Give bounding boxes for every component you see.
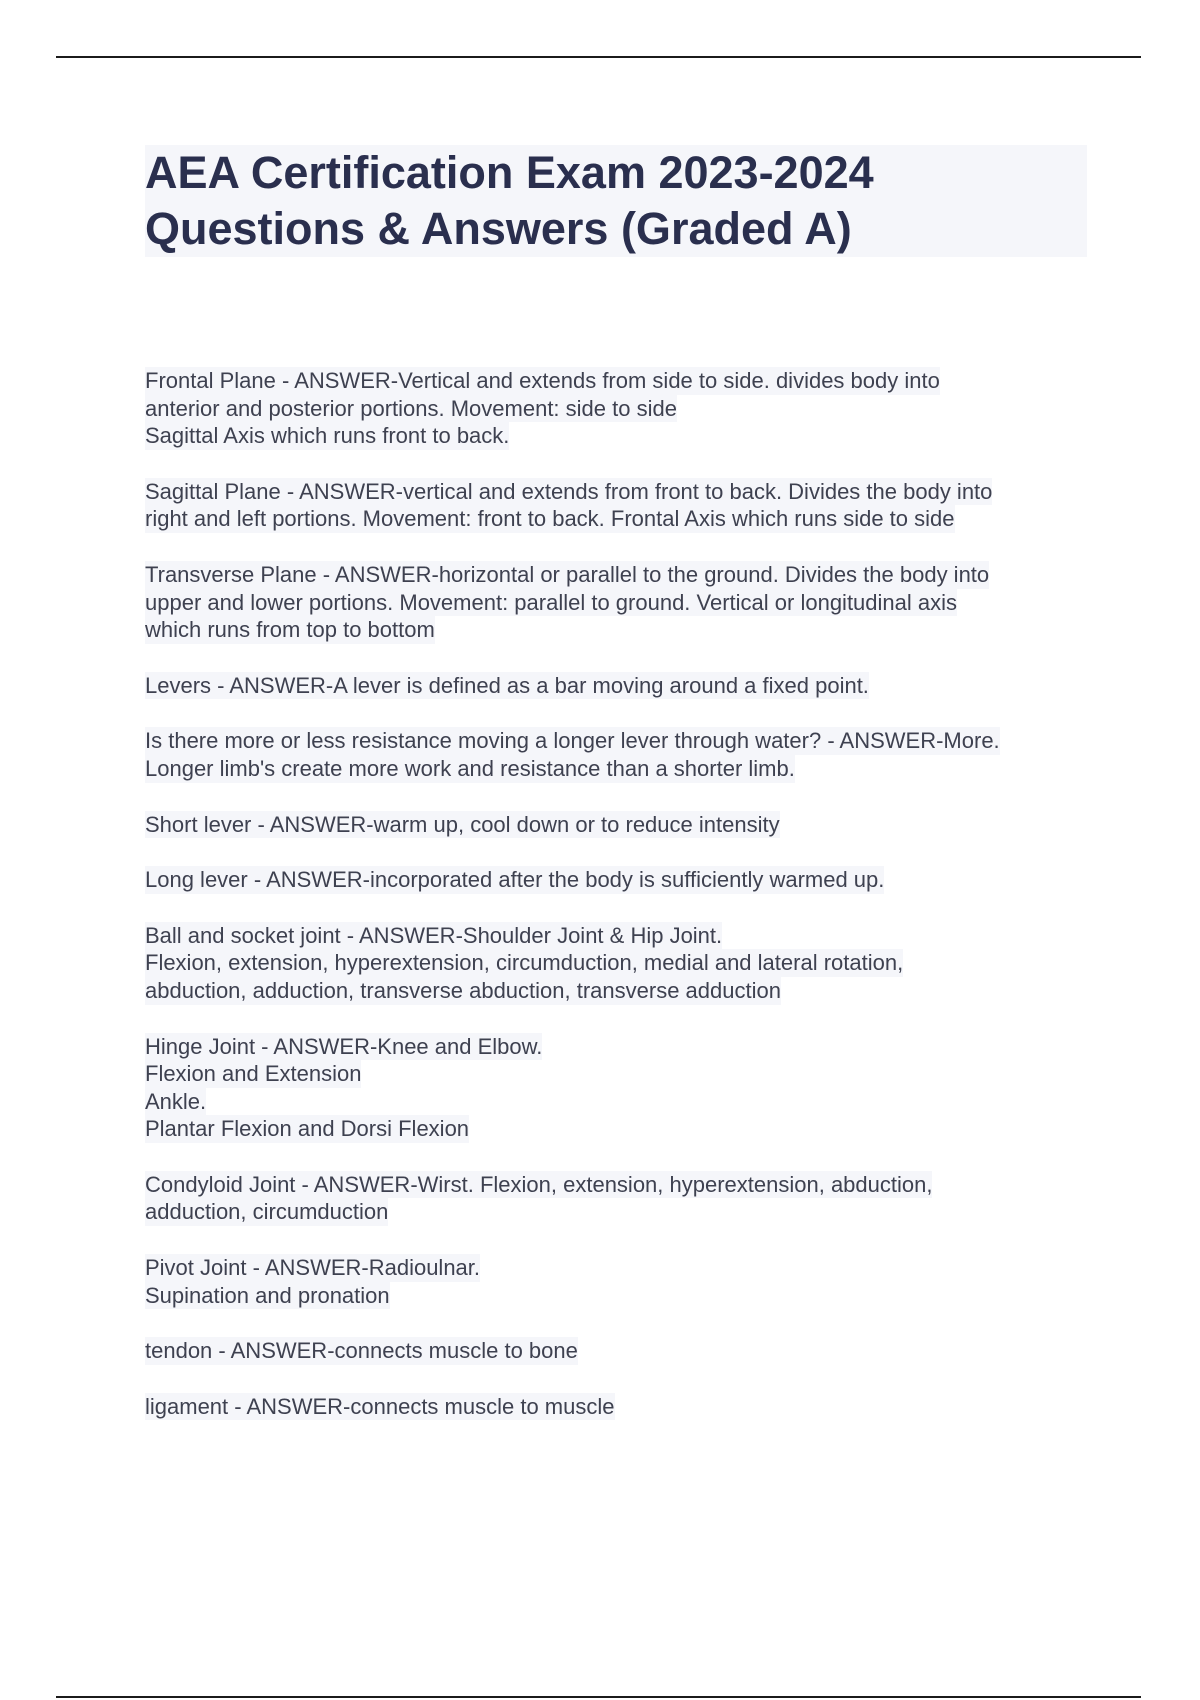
qa-line: upper and lower portions. Movement: parallel to ground. Vertical or longitudinal axis	[145, 589, 958, 615]
qa-list	[145, 367, 1105, 1448]
qa-line: which runs from top to bottom	[145, 617, 435, 643]
title-line: AEA Certification Exam 2023-2024	[145, 147, 874, 198]
qa-line: Ankle.	[145, 1088, 207, 1114]
qa-line: Longer limb's create more work and resistance than a shorter limb.	[145, 755, 795, 781]
qa-item-sagittal-plane	[145, 478, 1105, 533]
qa-line: tendon - ANSWER-connects muscle to bone	[145, 1338, 578, 1364]
qa-line: Flexion and Extension	[145, 1061, 362, 1087]
qa-item-pivot-joint	[145, 1254, 1105, 1309]
qa-line: Long lever - ANSWER-incorporated after the body is sufficiently warmed up.	[145, 867, 885, 893]
title-line: Questions & Answers (Graded A)	[145, 203, 852, 254]
qa-line: Ball and socket joint - ANSWER-Shoulder Joint & Hip Joint.	[145, 922, 723, 948]
qa-line: Transverse Plane - ANSWER-horizontal or parallel to the ground. Divides the body into	[145, 561, 990, 587]
top-rule	[56, 56, 1141, 58]
qa-line: Pivot Joint - ANSWER-Radioulnar.	[145, 1255, 481, 1281]
qa-line: Is there more or less resistance moving a longer lever through water? - ANSWER-More.	[145, 728, 1000, 754]
qa-line: Hinge Joint - ANSWER-Knee and Elbow.	[145, 1033, 543, 1059]
qa-item-hinge-joint	[145, 1033, 1105, 1143]
qa-line: Frontal Plane - ANSWER-Vertical and extends from side to side. divides body into	[145, 368, 940, 393]
qa-line: adduction, circumduction	[145, 1199, 389, 1225]
qa-line: abduction, adduction, transverse abduction, transverse adduction	[145, 977, 781, 1003]
qa-line: right and left portions. Movement: front to back. Frontal Axis which runs side to side	[145, 506, 955, 532]
qa-line: ligament - ANSWER-connects muscle to muscle	[145, 1393, 615, 1419]
qa-line: Levers - ANSWER-A lever is defined as a bar moving around a fixed point.	[145, 672, 869, 698]
document-title	[145, 145, 1087, 257]
qa-line: Sagittal Plane - ANSWER-vertical and extends from front to back. Divides the body into	[145, 478, 993, 504]
qa-item-transverse-plane	[145, 561, 1105, 644]
qa-item-frontal-plane	[145, 367, 1105, 450]
qa-line: Short lever - ANSWER-warm up, cool down or to reduce intensity	[145, 811, 780, 837]
qa-item-short-lever	[145, 811, 1105, 839]
qa-line: Plantar Flexion and Dorsi Flexion	[145, 1116, 470, 1142]
qa-line: Condyloid Joint - ANSWER-Wirst. Flexion, extension, hyperextension, abduction,	[145, 1171, 933, 1197]
qa-line: anterior and posterior portions. Movement: side to side	[145, 395, 677, 421]
qa-line: Supination and pronation	[145, 1282, 390, 1308]
qa-item-condyloid-joint	[145, 1171, 1105, 1226]
qa-item-ball-socket-joint	[145, 922, 1105, 1005]
qa-item-tendon	[145, 1337, 1105, 1365]
qa-line: Sagittal Axis which runs front to back.	[145, 423, 510, 449]
qa-item-levers	[145, 672, 1105, 700]
qa-line: Flexion, extension, hyperextension, circumduction, medial and lateral rotation,	[145, 950, 904, 976]
qa-item-ligament	[145, 1393, 1105, 1421]
bottom-rule	[56, 1696, 1141, 1698]
qa-item-long-lever	[145, 866, 1105, 894]
qa-item-lever-resistance	[145, 727, 1105, 782]
